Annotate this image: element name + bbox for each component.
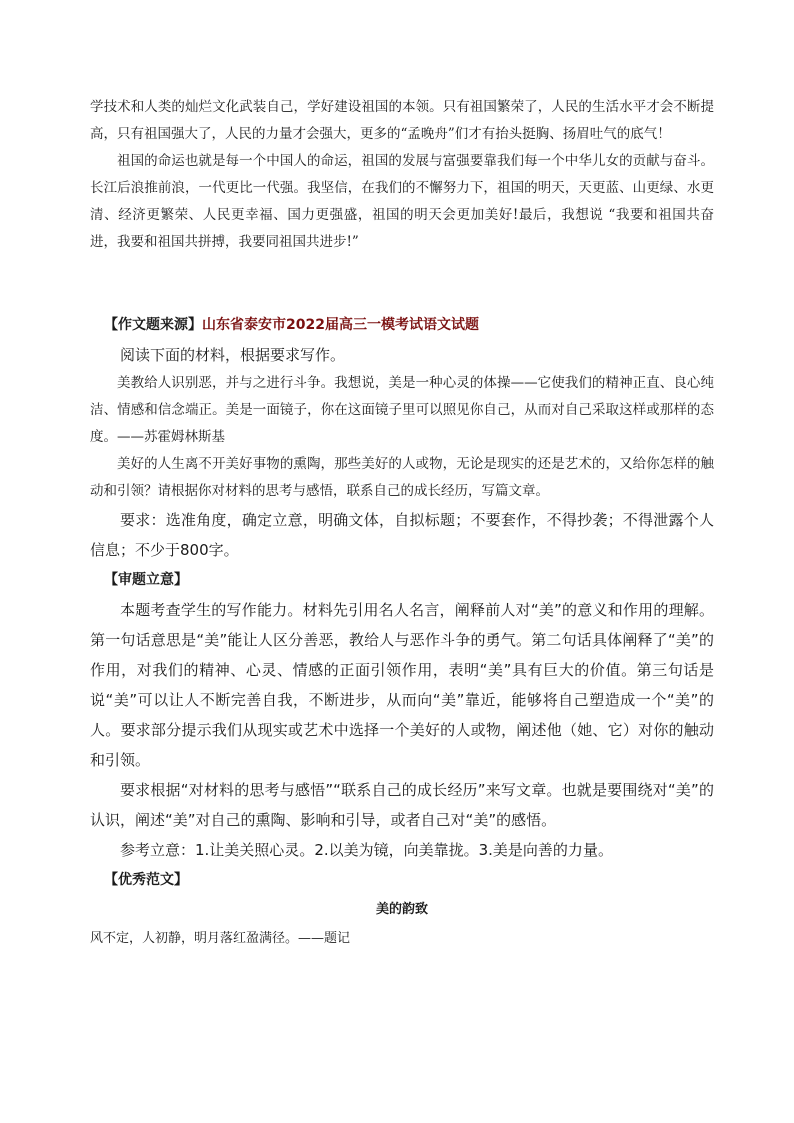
analysis-paragraph: 本题考查学生的写作能力。材料先引用名人名言，阐释前人对“美”的意义和作用的理解。第一句话意思是“美”能让人区分善恶，教给人与恶作斗争的勇气。第二句话具体阐释了“美”的作用，对我们的精神、心灵、情感的正面引领作用，表明“美”具有巨大的价值。第三句话是说“美”可以让人不断完善自我，不断进步，从而向“美”靠近，能够将自己塑造成一个“美”的人。要求部分提示我们从现实或艺术中选择一个美好的人或物，阐述他（她、它）对你的触动和引领。 xyxy=(90,601,714,769)
essay-source xyxy=(90,310,714,340)
prompt-intro: 阅读下面的材料，根据要求写作。 xyxy=(120,346,346,364)
reference-ideas: 参考立意：1.让美关照心灵。2.以美为镜，向美靠拢。3.美是向善的力量。 xyxy=(120,841,613,859)
model-essay-title: 美的韵致 xyxy=(375,902,428,917)
prompt-requirements: 要求：选准角度，确定立意，明确文体，自拟标题；不要套作，不得抄袭；不得泄露个人信息；不少于800字。 xyxy=(90,511,714,559)
analysis-paragraph: 要求根据“对材料的思考与感悟”“联系自己的成长经历”来写文章。也就是要围绕对“美”的认识，阐述“美”对自己的熏陶、影响和引导，或者自己对“美”的感悟。 xyxy=(90,781,714,829)
model-essay-heading: 【优秀范文】 xyxy=(104,872,188,888)
source-title: 山东省泰安市2022届高三一模考试语文试题 xyxy=(202,317,479,333)
analysis-heading: 【审题立意】 xyxy=(104,572,188,588)
prompt-quote: 美教给人识别恶，并与之进行斗争。我想说，美是一种心灵的体操——它使我们的精神正直、良心纯洁、情感和信念端正。美是一面镜子，你在这面镜子里可以照见你自己，从而对自己采取这样或那样的态度。——苏霍姆林斯基 xyxy=(90,375,714,445)
prompt-task: 美好的人生离不开美好事物的熏陶，那些美好的人或物，无论是现实的还是艺术的，又给你怎样的触动和引领？请根据你对材料的思考与感悟，联系自己的成长经历，写篇文章。 xyxy=(90,456,714,499)
previous-essay-paragraph: 祖国的命运也就是每一个中国人的命运，祖国的发展与富强要靠我们每一个中华儿女的贡献与奋斗。长江后浪推前浪，一代更比一代强。我坚信，在我们的不懈努力下，祖国的明天，天更蓝、山更绿、水更清、经济更繁荣、人民更幸福、国力更强盛，祖国的明天会更加美好!最后，我想说 “我要和祖国共奋进，我要和祖国共拼搏，我要同祖国共进步!” xyxy=(90,153,714,250)
source-label: 【作文题来源】 xyxy=(104,317,202,333)
model-essay-epigraph: 风不定，人初静，明月落红盈满径。——题记 xyxy=(90,931,351,946)
spacer xyxy=(90,256,714,283)
previous-essay-paragraph: 学技术和人类的灿烂文化武装自己，学好建设祖国的本领。只有祖国繁荣了，人民的生活水平才会不断提高，只有祖国强大了，人民的力量才会强大，更多的“孟晚舟”们才有抬头挺胸、扬眉吐气的底气！ xyxy=(90,99,714,142)
spacer xyxy=(90,283,714,310)
page-content xyxy=(90,94,714,953)
